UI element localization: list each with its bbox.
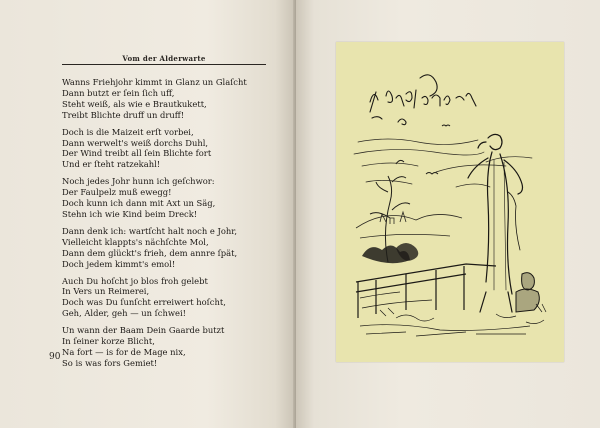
sky-hatching (354, 139, 532, 187)
header-rule (62, 64, 266, 65)
verse-line: Stehn ich wie Kind beim Dreck! (62, 208, 198, 219)
verse-line: In Vers un Reimerei, (62, 286, 150, 297)
verse-line: Auch Du hoſcht jo blos froh gelebt (62, 275, 208, 286)
verse-line: Doch kunn ich dann mit Axt un Säg, (62, 198, 216, 209)
illustration-plate (336, 42, 564, 362)
verse-line: Dann dem glückt's frieh, dem annre ſpät, (62, 247, 238, 258)
terrace-wall (356, 264, 496, 318)
poem-text (62, 77, 282, 375)
standing-figure (468, 134, 523, 312)
verse-line: Noch jedes Johr hunn ich geſchwor: (62, 176, 215, 187)
verse-line: Doch was Du ſunſcht erreiwert hoſcht, (62, 297, 226, 308)
foliage (362, 243, 418, 263)
verse-line: Dann butzt er ſein ſich uff, (62, 87, 175, 98)
stanza (62, 77, 282, 121)
verse-line: Un wann der Baam Dein Gaarde butzt (62, 325, 225, 336)
verse-line: In ſeiner korze Blicht, (62, 336, 155, 347)
verse-line: Geh, Alder, geh — un ſchwei! (62, 308, 187, 319)
distant-landscape (356, 212, 462, 238)
running-head: Vom der Alderwarte (122, 54, 206, 63)
stanza (62, 276, 282, 320)
stanza (62, 127, 282, 171)
verse-line: Treibt Blichte druff un druff! (62, 109, 185, 120)
verse-line: Steht weiß, als wie e Brautkukett, (62, 98, 207, 109)
verse-line: Dann werwelt's weiß dorchs Duhl, (62, 137, 209, 148)
page-number: 90 (49, 352, 61, 362)
verse-line: Und er ſteht ratzekahl! (62, 159, 161, 170)
handwritten-caption (370, 75, 476, 125)
ink-drawing (336, 42, 564, 362)
birds (426, 125, 450, 174)
stanza (62, 325, 282, 369)
verse-line: Der Faulpelz muß ewegg! (62, 187, 172, 198)
left-page (0, 0, 296, 428)
verse-line: Doch jedem kimmt's emol! (62, 258, 176, 269)
stanza (62, 176, 282, 220)
verse-line: Na fort — is for de Mage nix, (62, 346, 186, 357)
verse-line: Wanns Friehjohr kimmt in Glanz un Glaſcht (62, 77, 247, 87)
verse-line: Dann denk ich: wartſcht halt noch e Johr, (62, 225, 238, 236)
verse-line: Der Wind treibt all ſein Blichte fort (62, 148, 212, 159)
stanza (62, 226, 282, 270)
crouching-figure (516, 273, 539, 312)
verse-line: Doch is die Maizeit erſt vorbei, (62, 126, 194, 137)
verse-line: Vielleicht klappts's nächſchte Mol, (62, 236, 209, 247)
verse-line: So is was fors Gemiet! (62, 357, 158, 368)
